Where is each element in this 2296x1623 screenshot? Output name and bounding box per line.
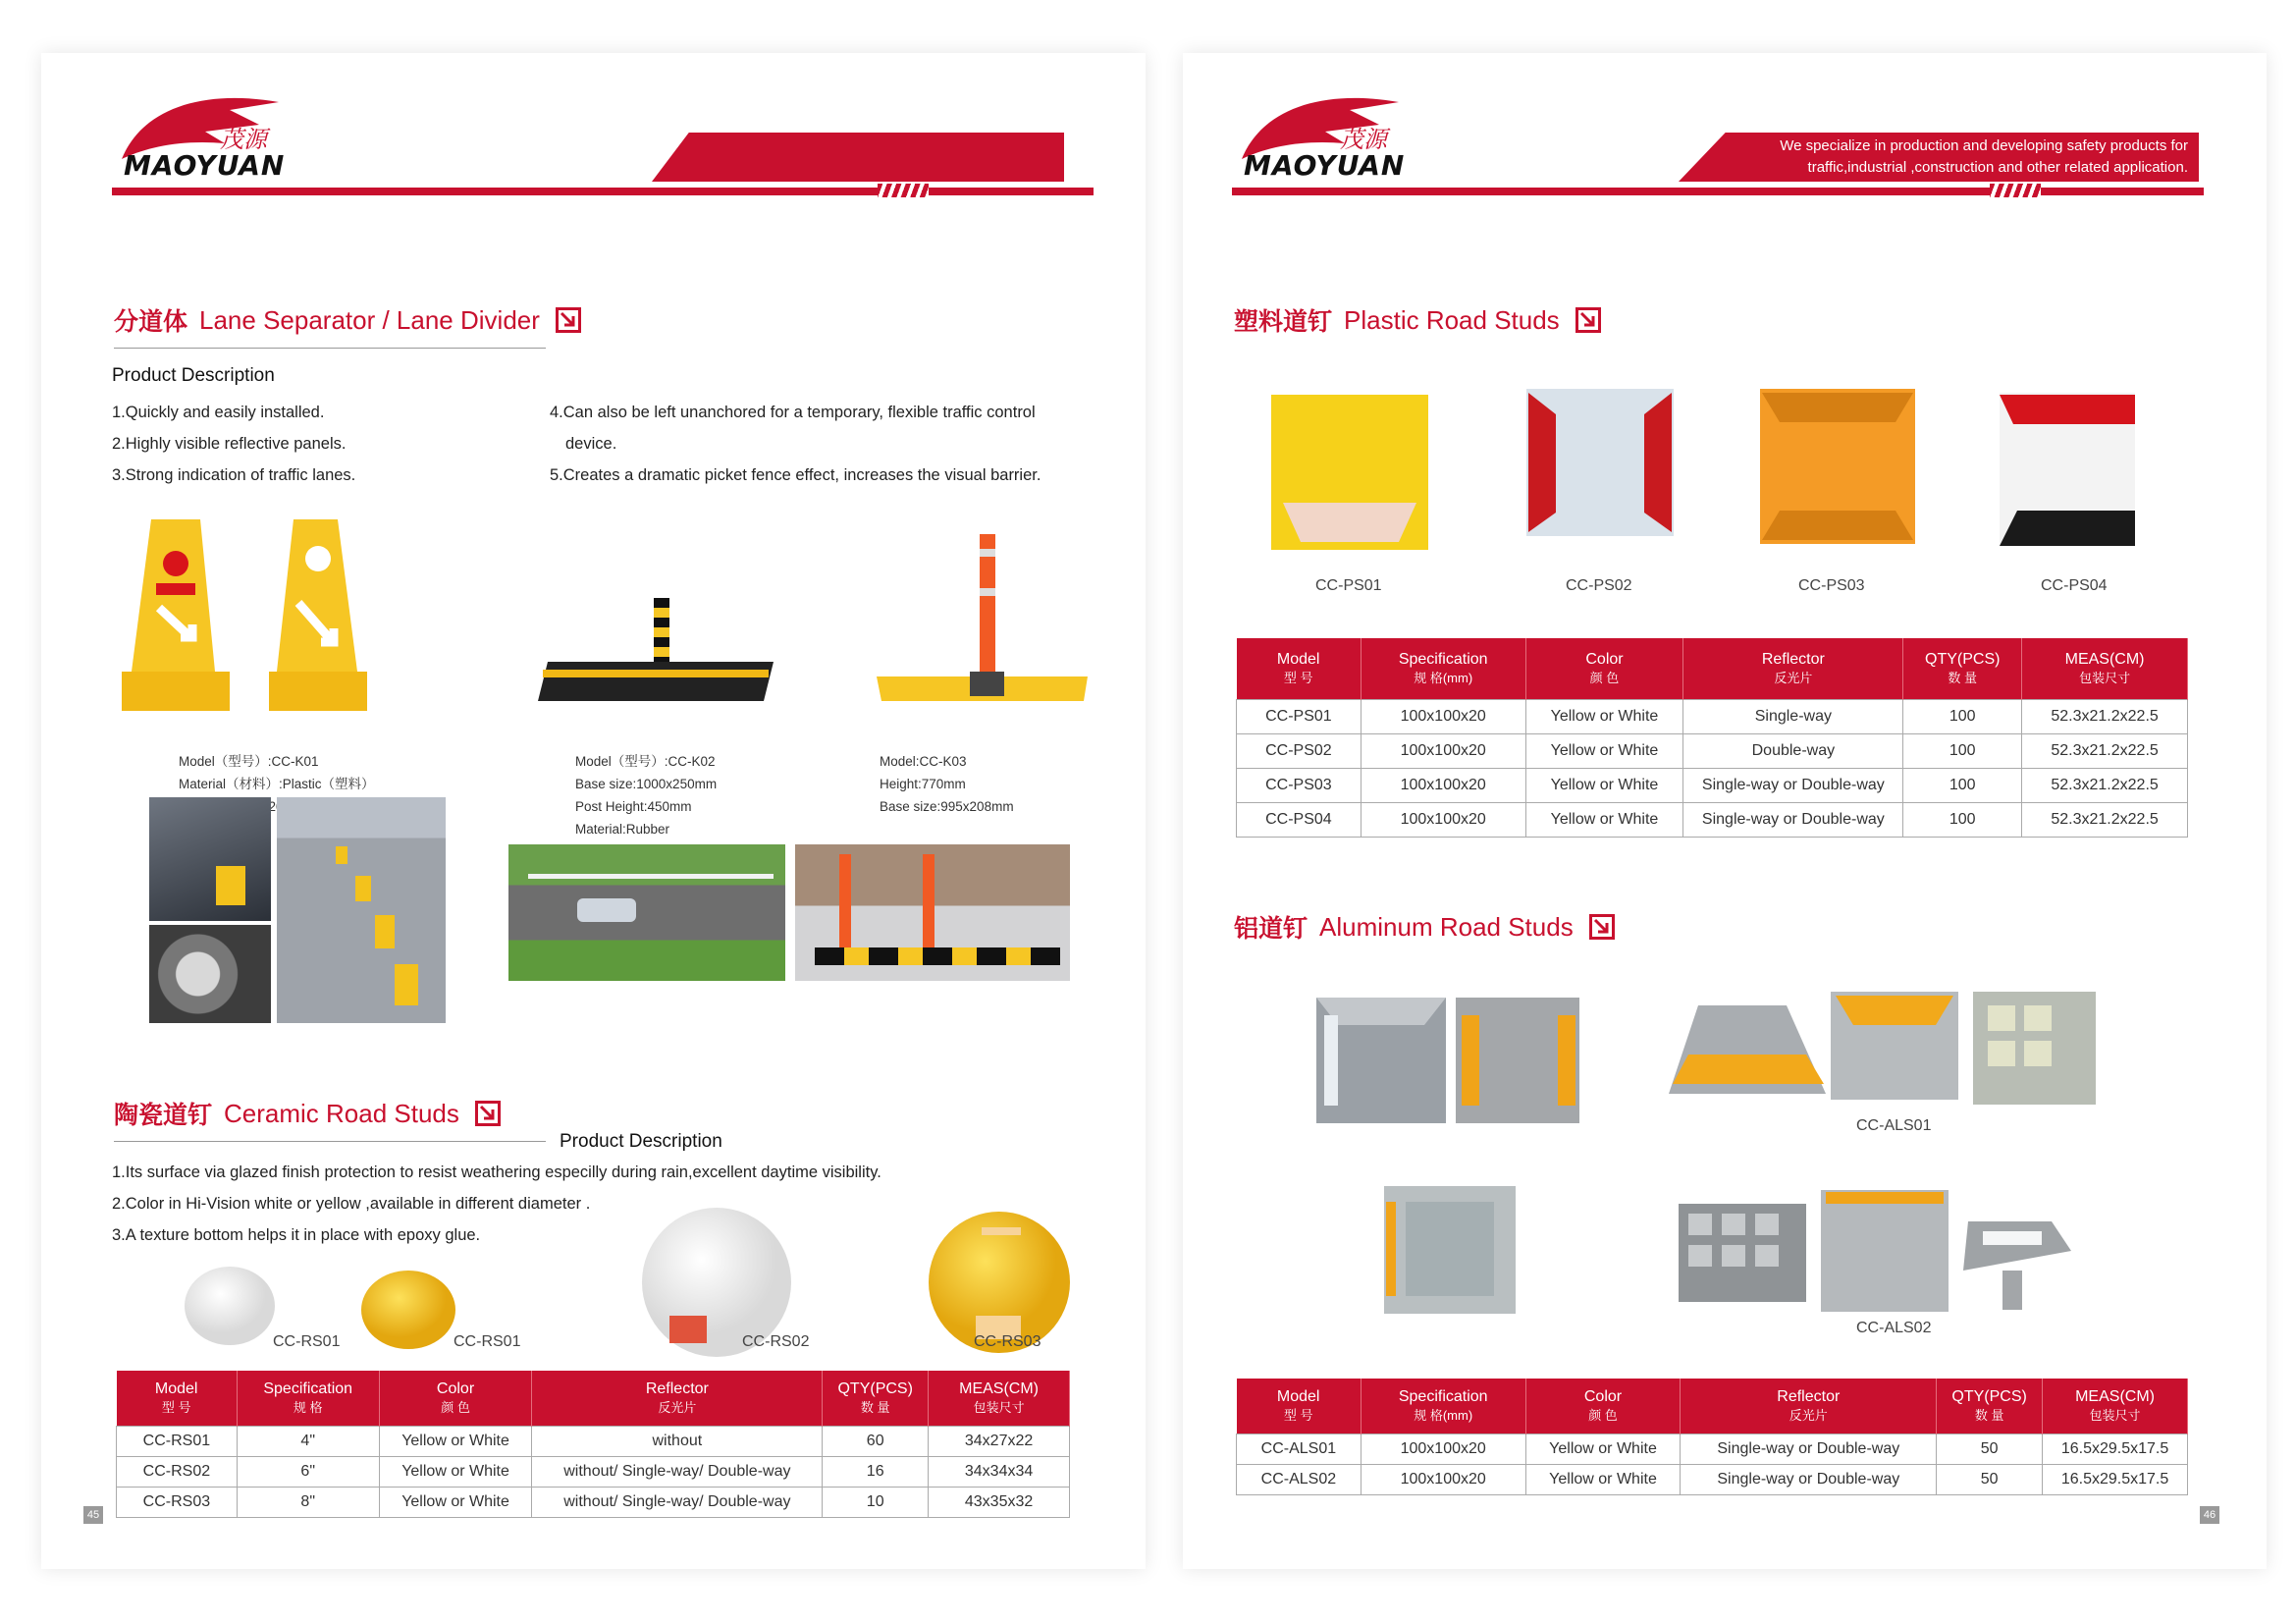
page-number-right: 46	[2200, 1506, 2219, 1524]
plastic-studs-photo	[1271, 385, 2135, 562]
slogan-line: We specialize in production and developing safety products for	[1780, 137, 2188, 154]
table-row: CC-RS03 8" Yellow or White without/ Single-way/ Double-way 10 43x35x32	[117, 1487, 1070, 1517]
section-title-en: Plastic Road Studs	[1344, 304, 1560, 335]
header-stripes	[878, 184, 929, 197]
title-underline	[114, 348, 546, 349]
spec-line: Material（材料）:Plastic（塑料）	[179, 777, 375, 791]
ceramic-label-rs02: CC-RS02	[742, 1333, 810, 1350]
section-title-aluminum-studs	[1234, 909, 1615, 945]
lane-separator-k02-k03-photo	[538, 524, 1088, 711]
description-point-cont: device.	[565, 435, 617, 453]
aluminum-label-als02: CC-ALS02	[1856, 1320, 1932, 1336]
section-title-en: Aluminum Road Studs	[1319, 911, 1574, 942]
table-row: CC-ALS01 100x100x20 Yellow or White Single-way or Double-way 50 16.5x29.5x17.5	[1237, 1434, 2188, 1464]
description-point: 1.Quickly and easily installed.	[112, 404, 325, 421]
table-row: CC-RS02 6" Yellow or White without/ Single-way/ Double-way 16 34x34x34	[117, 1456, 1070, 1487]
application-photo-wheel	[149, 925, 271, 1023]
lane-separator-k01-photo	[122, 514, 426, 721]
brand-name: MAOYUAN	[124, 149, 286, 182]
aluminum-stud-photo-als01	[1669, 986, 2160, 1113]
table-row: CC-RS01 4" Yellow or White without 60 34x27x22	[117, 1426, 1070, 1456]
table-header: Color 颜 色	[1525, 638, 1683, 699]
table-header: Model 型 号	[1237, 1379, 1362, 1434]
section-title-en: Ceramic Road Studs	[224, 1098, 459, 1128]
maoyuan-logo	[1232, 81, 1468, 198]
k03-spec-list	[880, 750, 1014, 818]
section-title-ceramic-studs	[114, 1096, 501, 1131]
maoyuan-logo	[112, 81, 347, 198]
application-photo-barrier	[508, 844, 785, 981]
description-point: 2.Color in Hi-Vision white or yellow ,available in different diameter .	[112, 1195, 591, 1213]
arrow-down-right-icon	[1589, 914, 1615, 940]
spec-line: Height:770mm	[880, 777, 966, 791]
section-title-cn: 陶瓷道钉	[114, 1101, 213, 1129]
arrow-down-right-icon	[1575, 307, 1601, 333]
spec-line: Model（型号）:CC-K02	[575, 754, 716, 769]
page-number-left: 45	[83, 1506, 103, 1524]
table-header: QTY(PCS) 数 量	[1903, 638, 2022, 699]
ceramic-label-rs01: CC-RS01	[273, 1333, 341, 1350]
table-header: MEAS(CM) 包装尺寸	[929, 1371, 1070, 1426]
aluminum-stud-photo-a	[1316, 986, 1729, 1133]
table-header: Model 型 号	[1237, 638, 1362, 699]
application-photo-parking	[795, 844, 1070, 981]
description-point: 2.Highly visible reflective panels.	[112, 435, 347, 453]
spec-line: Material:Rubber	[575, 822, 670, 837]
header-red-line	[1232, 188, 2204, 195]
description-point: 1.Its surface via glazed finish protection to resist weathering especilly during rain,excellent daytime visibility.	[112, 1163, 881, 1181]
table-header: Reflector 反光片	[532, 1371, 823, 1426]
table-header: Specification 规 格(mm)	[1361, 1379, 1525, 1434]
catalog-page-left	[41, 53, 1146, 1569]
table-header: Specification 规 格(mm)	[1361, 638, 1525, 699]
ceramic-label-rs03: CC-RS03	[974, 1333, 1041, 1350]
description-point: 3.A texture bottom helps it in place with epoxy glue.	[112, 1226, 481, 1244]
aluminum-label-als01: CC-ALS01	[1856, 1117, 1932, 1134]
brand-name: MAOYUAN	[1244, 149, 1406, 182]
table-row: CC-PS02 100x100x20 Yellow or White Double-way 100 52.3x21.2x22.5	[1237, 733, 2188, 768]
table-row: CC-PS03 100x100x20 Yellow or White Single-way or Double-way 100 52.3x21.2x22.5	[1237, 768, 2188, 802]
product-description-heading: Product Description	[560, 1131, 722, 1152]
description-point: 5.Creates a dramatic picket fence effect, increases the visual barrier.	[550, 466, 1041, 484]
plastic-label-ps01: CC-PS01	[1315, 577, 1382, 594]
table-header: QTY(PCS) 数 量	[1937, 1379, 2043, 1434]
slogan-line: traffic,industrial ,construction and other related application.	[1807, 159, 2188, 176]
description-point: 3.Strong indication of traffic lanes.	[112, 466, 356, 484]
table-header: MEAS(CM) 包装尺寸	[2022, 638, 2188, 699]
section-title-lane-separator	[114, 302, 581, 338]
brand-name-cn: 茂源	[1340, 126, 1387, 153]
table-header: QTY(PCS) 数 量	[823, 1371, 929, 1426]
header-stripes	[1990, 184, 2041, 197]
table-header: Model 型 号	[117, 1371, 238, 1426]
section-title-en: Lane Separator / Lane Divider	[199, 304, 540, 335]
section-title-cn: 铝道钉	[1234, 914, 1308, 943]
application-photo-car	[149, 797, 271, 921]
table-header: Color 颜 色	[1525, 1379, 1681, 1434]
table-row: CC-ALS02 100x100x20 Yellow or White Single-way or Double-way 50 16.5x29.5x17.5	[1237, 1464, 2188, 1494]
table-row: CC-PS04 100x100x20 Yellow or White Single-way or Double-way 100 52.3x21.2x22.5	[1237, 802, 2188, 837]
table-header: Specification 规 格	[237, 1371, 379, 1426]
spec-line: Post Height:450mm	[575, 799, 692, 814]
brand-name-cn: 茂源	[220, 126, 267, 153]
header-slogan	[1693, 135, 2188, 179]
lane-separator-points-left	[112, 397, 355, 491]
table-header: Reflector 反光片	[1683, 638, 1903, 699]
table-header: Reflector 反光片	[1681, 1379, 1937, 1434]
header-red-line	[112, 188, 1094, 195]
plastic-label-ps02: CC-PS02	[1566, 577, 1632, 594]
ceramic-studs-table	[116, 1371, 1070, 1518]
header-red-band	[652, 133, 1064, 182]
catalog-page-right	[1183, 53, 2267, 1569]
application-photo-road	[277, 797, 446, 1023]
lane-separator-points-right	[550, 397, 1041, 491]
table-row: CC-PS01 100x100x20 Yellow or White Single-way 100 52.3x21.2x22.5	[1237, 699, 2188, 733]
aluminum-stud-photo-als02	[1679, 1182, 2130, 1320]
k02-spec-list	[575, 750, 717, 840]
table-header: MEAS(CM) 包装尺寸	[2043, 1379, 2188, 1434]
spec-line: Model:CC-K03	[880, 754, 967, 769]
aluminum-studs-table	[1236, 1379, 2188, 1495]
plastic-studs-table	[1236, 638, 2188, 838]
product-description-heading: Product Description	[112, 365, 275, 386]
section-title-plastic-studs	[1234, 302, 1601, 338]
plastic-label-ps04: CC-PS04	[2041, 577, 2108, 594]
section-title-cn: 分道体	[114, 307, 188, 336]
arrow-down-right-icon	[556, 307, 581, 333]
title-underline	[114, 1141, 546, 1142]
spec-line: Model（型号）:CC-K01	[179, 754, 319, 769]
plastic-label-ps03: CC-PS03	[1798, 577, 1865, 594]
spec-line: Base size:1000x250mm	[575, 777, 718, 791]
arrow-down-right-icon	[475, 1101, 501, 1126]
aluminum-stud-photo-b	[1384, 1182, 1522, 1320]
spec-line: Base size:995x208mm	[880, 799, 1014, 814]
ceramic-label-rs01b: CC-RS01	[454, 1333, 521, 1350]
description-point: 4.Can also be left unanchored for a temporary, flexible traffic control	[550, 404, 1036, 421]
table-header: Color 颜 色	[379, 1371, 532, 1426]
section-title-cn: 塑料道钉	[1234, 307, 1333, 336]
